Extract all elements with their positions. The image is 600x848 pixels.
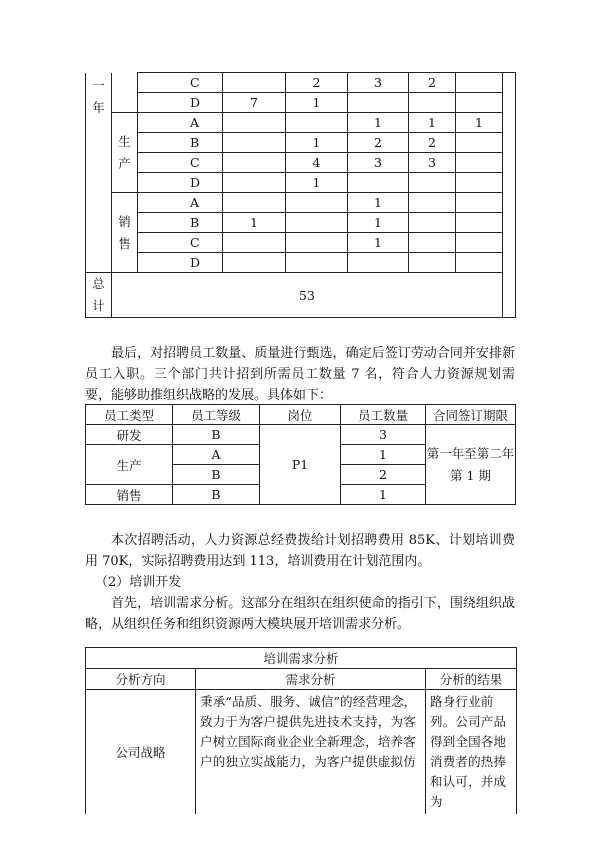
value-cell	[456, 133, 503, 153]
demand-text: 秉承“品质、服务、诚信”的经营理念，致力于为客户提供先进技术支持，为客户树立国际商业企业全新理念，培养客户的独立实战能力，为客户提供虚拟仿	[196, 690, 426, 815]
value-cell	[286, 233, 348, 253]
position-cell: P1	[260, 425, 341, 505]
value-cell: 1	[348, 213, 409, 233]
value-cell: 2	[409, 133, 456, 153]
total-label: 总 计	[86, 273, 112, 318]
result-text: 路身行业前列。公司产品得到全国各地消费者的热捧和认可，并成为	[426, 690, 517, 815]
count-cell: 3	[341, 425, 426, 445]
value-cell	[409, 193, 456, 213]
table-title: 培训需求分析	[86, 648, 517, 669]
header-cell: 员工数量	[341, 405, 426, 425]
level-cell: B	[173, 465, 260, 485]
grade-cell: A	[138, 193, 223, 213]
value-cell: 1	[409, 113, 456, 133]
recruitment-matrix-table	[85, 72, 516, 318]
grade-cell: C	[138, 153, 223, 173]
value-cell: 4	[286, 153, 348, 173]
total-value: 53	[112, 273, 503, 318]
level-cell: B	[173, 425, 260, 445]
row-label: 公司战略	[86, 690, 196, 815]
type-cell: 销售	[86, 485, 173, 505]
value-cell	[409, 253, 456, 273]
value-cell: 3	[409, 153, 456, 173]
value-cell: 2	[409, 73, 456, 93]
training-needs-table	[85, 647, 517, 814]
header-cell: 员工类型	[86, 405, 173, 425]
value-cell	[223, 253, 286, 273]
value-cell	[456, 153, 503, 173]
header-cell: 分析方向	[86, 669, 196, 690]
value-cell	[456, 193, 503, 213]
value-cell: 1	[348, 233, 409, 253]
value-cell: 3	[348, 153, 409, 173]
value-cell	[456, 73, 503, 93]
value-cell	[223, 73, 286, 93]
paragraph-recruit-result: 最后，对招聘员工数量、质量进行甄选，确定后签订劳动合同并安排新员工入职。三个部门共计招到所需员工数量 7 名，符合人力资源规划需要，能够助推组织战略的发展。具体如下：	[85, 346, 515, 403]
count-cell: 2	[341, 465, 426, 485]
value-cell: 3	[348, 73, 409, 93]
value-cell	[456, 213, 503, 233]
value-cell: 7	[223, 93, 286, 113]
value-cell	[223, 113, 286, 133]
value-cell	[286, 253, 348, 273]
dept-sales-label: 销 售	[112, 193, 138, 273]
grade-cell: C	[138, 73, 223, 93]
value-cell: 1	[286, 93, 348, 113]
level-cell: A	[173, 445, 260, 465]
grade-cell: B	[138, 133, 223, 153]
section-heading: （2）培训开发	[95, 575, 182, 590]
header-cell: 员工等级	[173, 405, 260, 425]
value-cell	[456, 253, 503, 273]
value-cell	[456, 233, 503, 253]
value-cell	[348, 253, 409, 273]
type-cell: 生产	[86, 445, 173, 485]
value-cell	[223, 153, 286, 173]
value-cell	[286, 213, 348, 233]
paragraph-training-analysis: 首先，培训需求分析。这部分在组织在组织使命的指引下，围绕组织战略，从组织任务和组织资源两大模块展开培训需求分析。	[85, 596, 515, 632]
grade-cell: D	[138, 253, 223, 273]
value-cell	[223, 173, 286, 193]
value-cell: 1	[223, 213, 286, 233]
contract-cell	[426, 425, 516, 505]
value-cell: 1	[348, 113, 409, 133]
year-label: 一 年	[86, 73, 112, 273]
value-cell: 1	[286, 173, 348, 193]
type-cell: 研发	[86, 425, 173, 445]
header-cell: 分析的结果	[426, 669, 517, 690]
recruited-staff-table	[85, 404, 516, 505]
count-cell: 1	[341, 445, 426, 465]
header-cell: 需求分析	[196, 669, 426, 690]
grade-cell: A	[138, 113, 223, 133]
paragraph-budget: 本次招聘活动，人力资源总经费拨给计划招聘费用 85K、计划培训费用 70K，实际招聘费用达到 113，培训费用在计划范围内。	[85, 533, 515, 569]
grade-cell: D	[138, 93, 223, 113]
value-cell	[456, 173, 503, 193]
value-cell	[286, 193, 348, 213]
grade-cell: C	[138, 233, 223, 253]
value-cell: 2	[348, 133, 409, 153]
value-cell: 1	[348, 193, 409, 213]
grade-cell: D	[138, 173, 223, 193]
value-cell	[348, 173, 409, 193]
value-cell: 2	[286, 73, 348, 93]
value-cell	[223, 233, 286, 253]
value-cell: 1	[286, 133, 348, 153]
grade-cell: B	[138, 213, 223, 233]
value-cell	[409, 233, 456, 253]
count-cell: 1	[341, 485, 426, 505]
value-cell	[348, 93, 409, 113]
dept-production-label: 生 产	[112, 113, 138, 193]
header-cell: 岗位	[260, 405, 341, 425]
value-cell	[409, 213, 456, 233]
contract-line: 第 1 期	[450, 467, 491, 483]
level-cell: B	[173, 485, 260, 505]
value-cell	[286, 113, 348, 133]
contract-line: 第一年至第二年	[426, 445, 515, 461]
value-cell	[223, 193, 286, 213]
header-cell: 合同签订期限	[426, 405, 516, 425]
value-cell: 1	[456, 113, 503, 133]
value-cell	[409, 173, 456, 193]
value-cell	[456, 93, 503, 113]
value-cell	[409, 93, 456, 113]
value-cell	[223, 133, 286, 153]
